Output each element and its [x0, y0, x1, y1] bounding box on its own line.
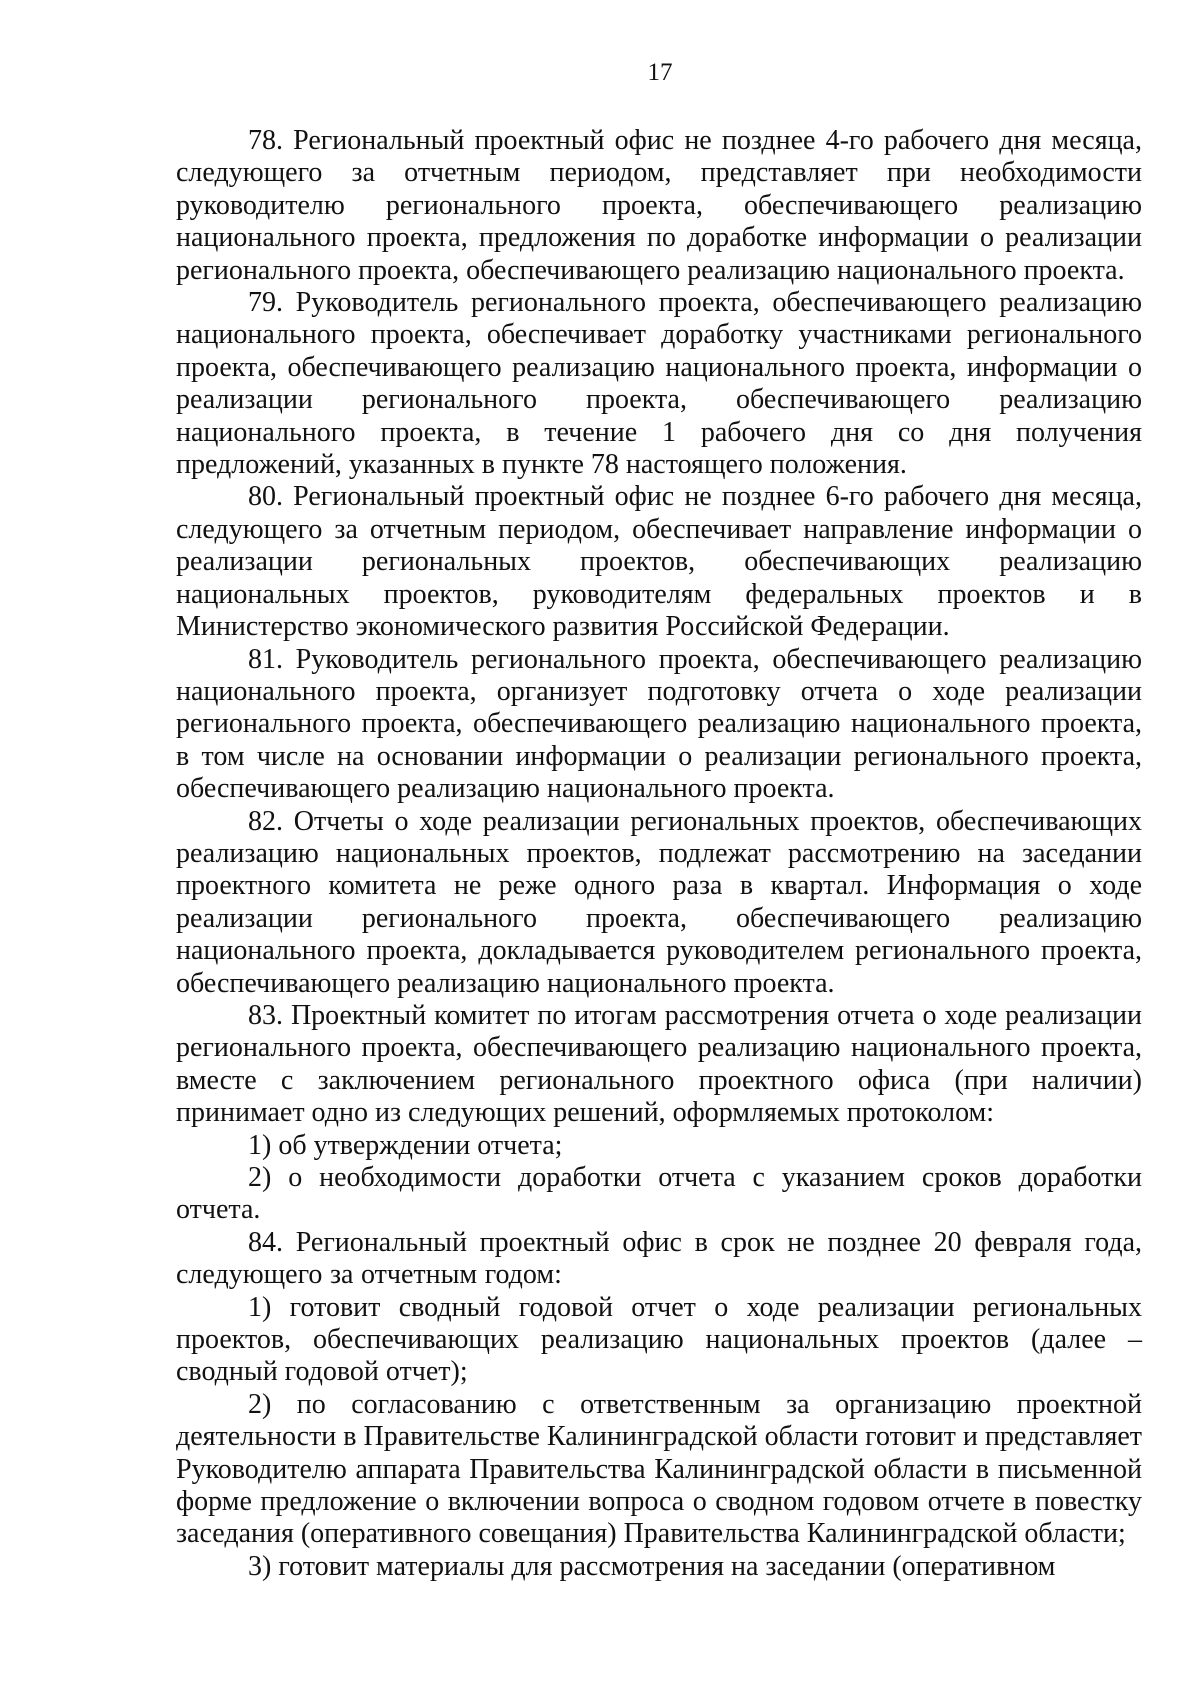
document-body	[176, 125, 1142, 1583]
paragraph-80: 80. Региональный проектный офис не позднее 6-го рабочего дня месяца, следующего за отчетным периодом, обеспечивает направление информации о реализации региональных проектов, обеспечивающих реализацию национальных проектов, руководителям федеральных проектов и в Министерство экономического развития Российской Федерации.	[176, 481, 1142, 643]
paragraph-84-item-2: 2) по согласованию с ответственным за организацию проектной деятельности в Правительстве Калининградской области готовит и представляет Руководителю аппарата Правительства Калининградской области в письменной форме предложение о включении вопроса о сводном годовом отчете в повестку заседания (оперативного совещания) Правительства Калининградской области;	[176, 1388, 1142, 1550]
paragraph-84-item-1: 1) готовит сводный годовой отчет о ходе реализации региональных проектов, обеспечивающих реализацию национальных проектов (далее – сводный годовой отчет);	[176, 1291, 1142, 1388]
paragraph-81: 81. Руководитель регионального проекта, обеспечивающего реализацию национального проекта, организует подготовку отчета о ходе реализации регионального проекта, обеспечивающего реализацию национального проекта, в том числе на основании информации о реализации регионального проекта, обеспечивающего реализацию национального проекта.	[176, 643, 1142, 805]
paragraph-83: 83. Проектный комитет по итогам рассмотрения отчета о ходе реализации регионального проекта, обеспечивающего реализацию национального проекта, вместе с заключением регионального проектного офиса (при наличии) принимает одно из следующих решений, оформляемых протоколом:	[176, 999, 1142, 1129]
page-number: 17	[647, 59, 673, 86]
paragraph-78: 78. Региональный проектный офис не позднее 4-го рабочего дня месяца, следующего за отчетным периодом, представляет при необходимости руководителю регионального проекта, обеспечивающего реализацию национального проекта, предложения по доработке информации о реализации регионального проекта, обеспечивающего реализацию национального проекта.	[176, 125, 1142, 286]
paragraph-84-item-3: 3) готовит материалы для рассмотрения на заседании (оперативном	[248, 1550, 1056, 1582]
paragraph-83-item-1: 1) об утверждении отчета;	[248, 1129, 563, 1161]
paragraph-79: 79. Руководитель регионального проекта, обеспечивающего реализацию национального проекта, обеспечивает доработку участниками регионального проекта, обеспечивающего реализацию национального проекта, информации о реализации регионального проекта, обеспечивающего реализацию национального проекта, в течение 1 рабочего дня со дня получения предложений, указанных в пункте 78 настоящего положения.	[176, 287, 1142, 481]
paragraph-83-item-2: 2) о необходимости доработки отчета с указанием сроков доработки отчета.	[176, 1162, 1142, 1226]
paragraph-82: 82. Отчеты о ходе реализации региональных проектов, обеспечивающих реализацию национальных проектов, подлежат рассмотрению на заседании проектного комитета не реже одного раза в квартал. Информация о ходе реализации регионального проекта, обеспечивающего реализацию национального проекта, докладывается руководителем регионального проекта, обеспечивающего реализацию национального проекта.	[176, 805, 1142, 999]
paragraph-84: 84. Региональный проектный офис в срок не позднее 20 февраля года, следующего за отчетным годом:	[176, 1226, 1142, 1291]
